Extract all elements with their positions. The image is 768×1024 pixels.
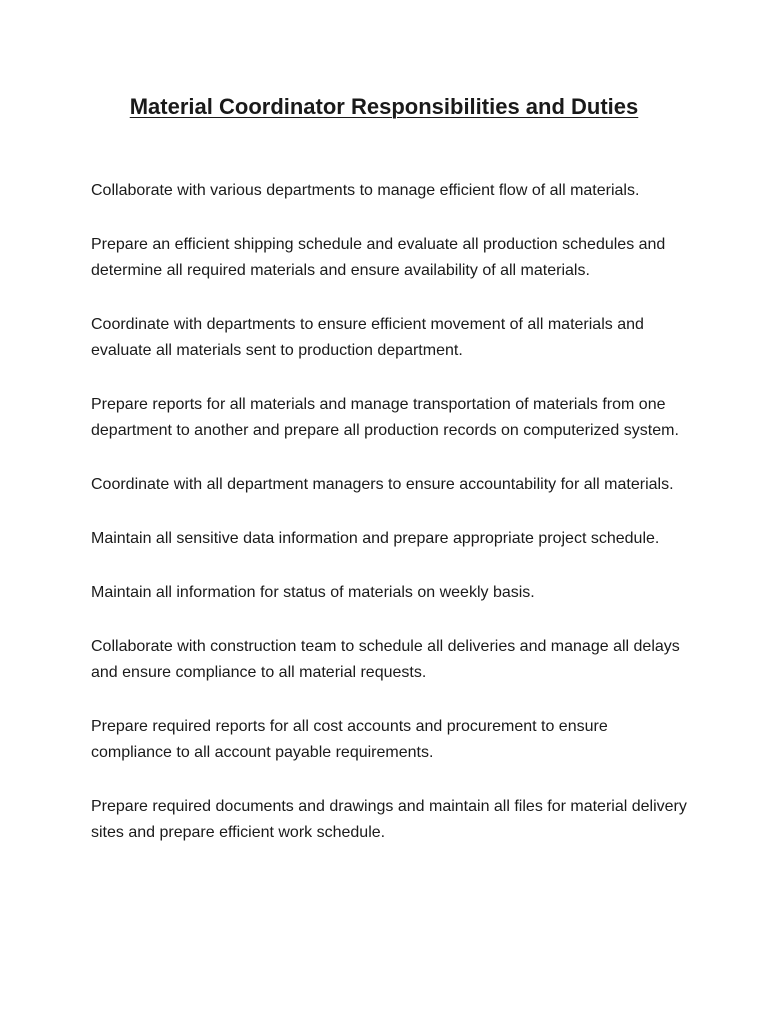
duty-paragraph: Prepare an efficient shipping schedule and evaluate all production schedules and determine all required materials and ensure availability of all materials. [91, 236, 666, 279]
duty-paragraph: Prepare reports for all materials and manage transportation of materials from one department to another and prepare all production records on computerized system. [91, 396, 679, 439]
document-title: Material Coordinator Responsibilities and Duties [129, 94, 639, 119]
duty-paragraph: Collaborate with construction team to schedule all deliveries and manage all delays and ensure compliance to all material requests. [91, 638, 680, 681]
duty-paragraph: Prepare required reports for all cost accounts and procurement to ensure compliance to all account payable requirements. [91, 718, 608, 761]
duty-paragraph: Coordinate with departments to ensure efficient movement of all materials and evaluate all materials sent to production department. [91, 316, 644, 359]
duty-paragraph: Collaborate with various departments to manage efficient flow of all materials. [91, 182, 640, 199]
duty-paragraph: Prepare required documents and drawings and maintain all files for material delivery sites and prepare efficient work schedule. [91, 798, 687, 841]
duty-paragraph: Maintain all information for status of materials on weekly basis. [91, 584, 535, 601]
duty-paragraph: Coordinate with all department managers to ensure accountability for all materials. [91, 476, 674, 493]
duties-list [91, 178, 691, 874]
duty-paragraph: Maintain all sensitive data information and prepare appropriate project schedule. [91, 530, 660, 547]
